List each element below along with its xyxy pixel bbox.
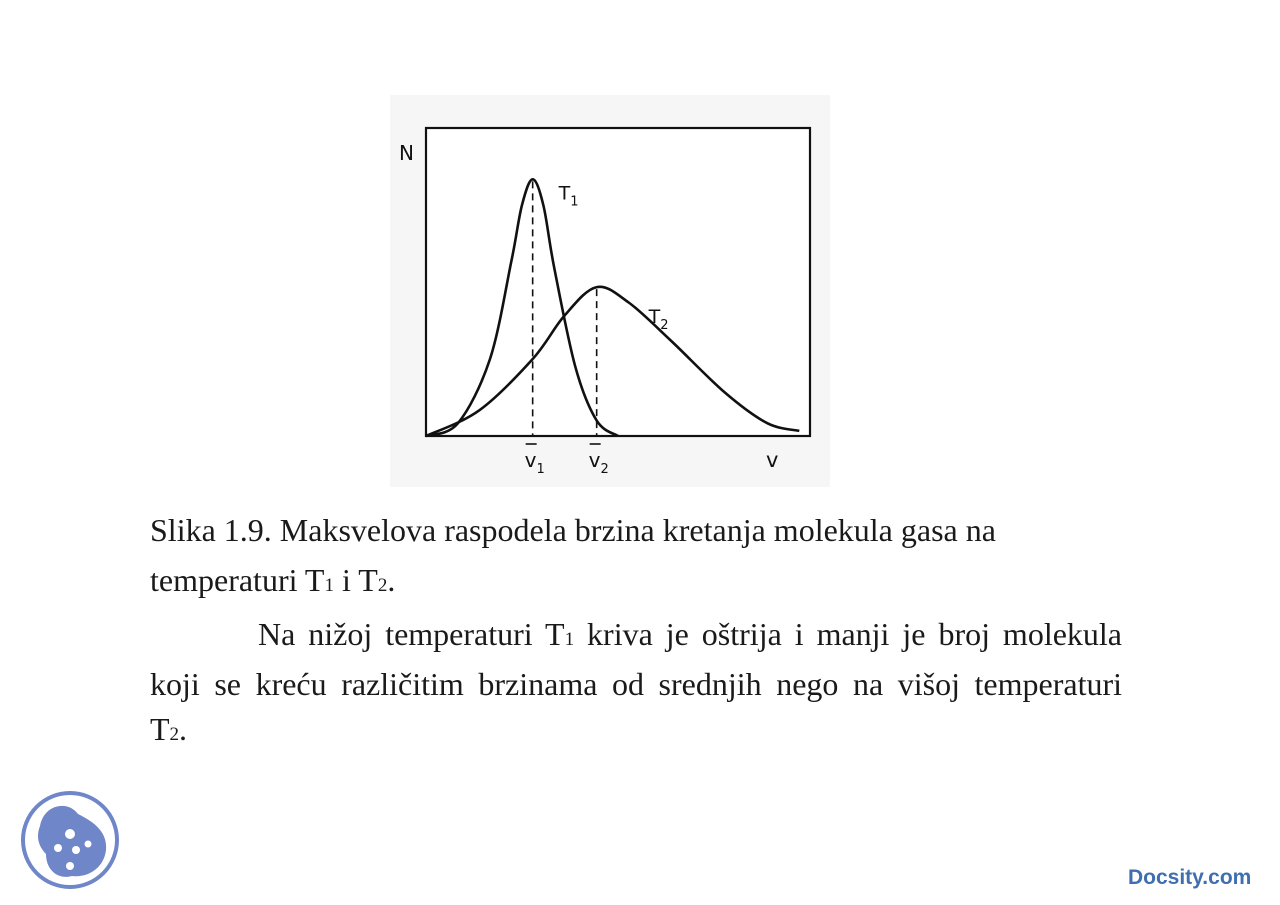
x-tick-label-2: $v_2$ <box>588 448 609 477</box>
body-paragraph: Na nižoj temperaturi T1 kriva je oštrija i manji je broj molekula koji se kreću različitim brzinama od srednjih nego na višoj temperaturi T2. <box>150 616 1123 747</box>
plot-frame <box>426 128 810 436</box>
curve-label-t1: $T_1$ <box>558 182 579 210</box>
y-axis-label: N <box>399 141 414 165</box>
curve-label-t2: $T_2$ <box>648 306 669 334</box>
docsity-logo-icon <box>18 788 122 892</box>
docsity-brand-text: Docsity.com <box>1128 866 1252 889</box>
figure-caption: Slika 1.9. Maksvelova raspodela brzina kretanja molekula gasa na temperaturi T1 i T2. <box>150 512 996 598</box>
x-tick-label-1: $v_1$ <box>524 448 545 477</box>
x-axis-label: v <box>766 448 779 472</box>
maxwell-distribution-chart <box>390 95 830 487</box>
